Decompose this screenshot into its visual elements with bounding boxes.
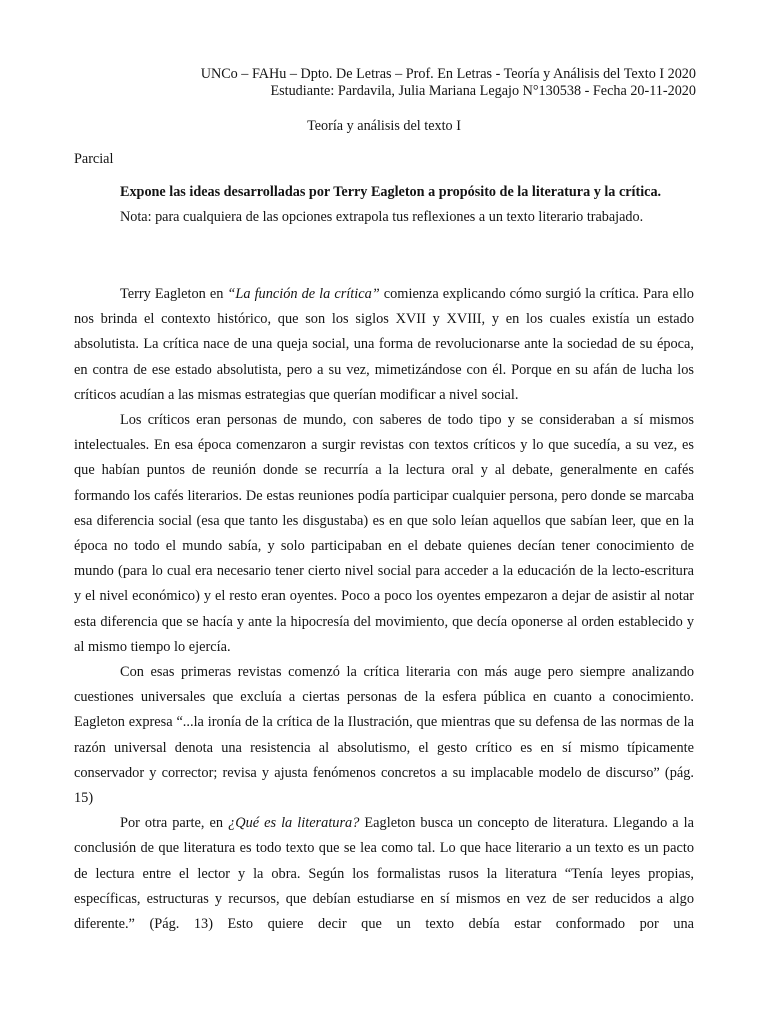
exam-label: Parcial bbox=[74, 151, 114, 167]
cited-work-title-2: ¿Qué es la literatura? bbox=[228, 815, 360, 832]
cited-work-title: “La función de la crítica” bbox=[227, 286, 380, 302]
paragraph-1 bbox=[74, 282, 694, 408]
document-title: Teoría y análisis del texto I bbox=[307, 118, 461, 134]
document-header bbox=[60, 66, 696, 100]
paragraph-2: Los críticos eran personas de mundo, con saberes de todo tipo y se consideraban a sí mismos intelectuales. En esa época comenzaron a surgir revistas con textos críticos y lo que sucedía, a su vez, es que habían puntos de reunión donde se recurría a la lectura oral y al debate, generalmente en cafés formando los cafés literarios. De estas reuniones podía participar cualquier persona, pero donde se marcaba esa diferencia social (esa que tanto les disgustaba) es en que solo leían aquellos que sabían leer, que en la época no todo el mundo sabía, y solo participaban en el debate quienes decían tener conocimiento de mundo (para lo cual era necesario tener cierto nivel social para acceder a la educación de la lecto-escritura y el nivel económico) y el resto eran oyentes. Poco a poco los oyentes empezaron a dejar de asistir al notar esta diferencia que se hacía y ante la hipocresía del movimiento, que decía oponerse al orden establecido y al mismo tiempo lo ejercía. bbox=[74, 412, 694, 655]
paragraph-1-rest: comienza explicando cómo surgió la crítica. Para ello nos brinda el contexto histórico, que son los siglos XVII y XVIII, y en los cuales existía un estado absolutista. La crítica nace de una queja social, una forma de revolucionarse ante la sociedad de su época, en contra de ese estado absolutista, pero a su vez, mimetizándose con él. Porque en su afán de lucha los críticos acudían a las mismas estrategias que querían modificar a nivel social. bbox=[74, 286, 694, 403]
exam-prompt bbox=[120, 180, 694, 230]
paragraph-1-start: Terry Eagleton en bbox=[120, 286, 228, 302]
essay-body bbox=[74, 282, 694, 937]
paragraph-4 bbox=[74, 811, 694, 937]
prompt-note: Nota: para cualquiera de las opciones extrapola tus reflexiones a un texto literario trabajado. bbox=[120, 209, 644, 225]
paragraph-4-rest: Eagleton busca un concepto de literatura. Llegando a la conclusión de que literatura es todo texto que se lea como tal. Lo que hace literario a un texto es un pacto de lectura entre el lector y la obra. Según los formalistas rusos la literatura “Tenía leyes propias, específicas, estructuras y recursos, que debían estudiarse en sí mismos en vez de ser reducidos a algo diferente.” (Pág. 13) Esto quiere decir que un texto debía estar conformado por una bbox=[74, 815, 694, 933]
prompt-question: Expone las ideas desarrolladas por Terry Eagleton a propósito de la literatura y la crítica. bbox=[120, 184, 662, 200]
paragraph-3: Con esas primeras revistas comenzó la crítica literaria con más auge pero siempre analizando cuestiones universales que excluía a ciertas personas de la esfera pública en cuanto a conocimiento. Eagleton expresa “...la ironía de la crítica de la Ilustración, que mientras que su defensa de las normas de la razón universal denota una resistencia al absolutismo, el gesto crítico es en sí mismo típicamente conservador y corrector; revisa y ajusta fenómenos concretos a su implacable modelo de discurso” (pág. 15) bbox=[74, 664, 694, 807]
paragraph-4-start: Por otra parte, en bbox=[120, 815, 229, 832]
header-student-line: Estudiante: Pardavila, Julia Mariana Legajo N°130538 - Fecha 20-11-2020 bbox=[270, 83, 696, 99]
header-institution-line: UNCo – FAHu – Dpto. De Letras – Prof. En Letras - Teoría y Análisis del Texto I 2020 bbox=[200, 66, 696, 82]
